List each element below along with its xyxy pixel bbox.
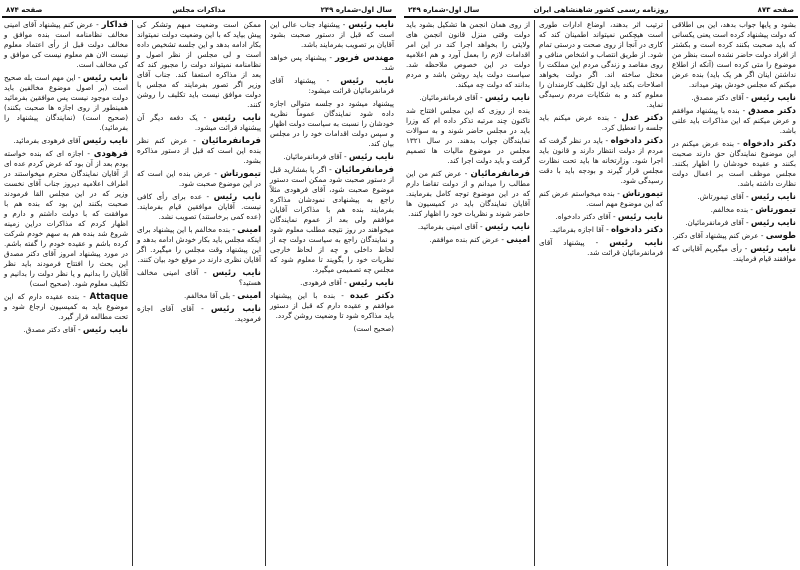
paragraph — [406, 20, 530, 90]
speaker-name: نایب رئیس — [348, 152, 394, 162]
speaker-name: نایب رئیس — [82, 325, 128, 335]
paragraph — [4, 149, 128, 289]
speaker-name: فرمانفرمائیان — [470, 169, 530, 179]
text-column — [265, 20, 398, 566]
page-header — [402, 4, 800, 16]
speaker-name: دکتر عدل — [621, 113, 663, 123]
speaker-name: دکتر مصدق — [748, 106, 796, 116]
text-column — [667, 20, 800, 566]
paragraph — [4, 292, 128, 322]
paragraph — [270, 99, 394, 149]
paragraph — [672, 192, 796, 202]
speaker-name: نایب رئیس — [213, 192, 261, 202]
speaker-name: فرمانفرمائیان — [201, 136, 261, 146]
paragraph-text: - اجازه ای که بنده خواسته بودم بعد از آن بود که عرض کردم عده ای از آقایان نمایندگان محترم میخواستند در اطراف اعلامیه دیروز جناب آقای نخست وزیر که در این مجلس القا فرمودند صحبت بکنند این بود که بنده هم با موافقت که با دولت داشتم و دارم و اظهار کردم که مذاکرات دراین زمینه شروع شد بنده هم به سهم خودم شرکت کرده باشم و عقیده خودم را گفته باشم. در مورد پیشنهاد امروز آقای دکتر مصدق این بحث را افتتاح فرمودند باید نظر آقایان را بدانیم و یا نظر دولت را بدانیم و تکلیف معلوم شود. (صحیح است) — [4, 149, 128, 288]
paragraph — [672, 106, 796, 136]
speaker-name: طوسی — [765, 231, 796, 241]
paragraph — [672, 139, 796, 189]
paragraph-text: - بنده مخالفم با این پیشنهاد برای اینکه مجلس باید بکار خودش ادامه بدهد و این پیشنهاد وقت مجلس را میگیرد. اگر آقایان نظری دارند در موقع خود بیان کنند. — [136, 225, 261, 264]
paragraph — [270, 278, 394, 288]
speaker-name: نایب رئیس — [484, 222, 530, 232]
speaker-name: نایب رئیس — [750, 93, 796, 103]
paragraph — [672, 205, 796, 215]
paragraph — [406, 169, 530, 219]
section-title: مذاکرات مجلس — [172, 6, 226, 14]
speaker-name: نایب رئیس — [212, 268, 261, 278]
paragraph-text: - عرض کنم بنده موافقم. — [429, 235, 507, 244]
paragraph-text: - آقای دکتر مصدق. — [691, 93, 751, 102]
text-column — [0, 20, 132, 566]
paragraph — [270, 20, 394, 50]
paragraph — [672, 20, 796, 90]
paragraph-text: - آقای فرهودی. — [300, 278, 349, 287]
paragraph-text: - عده برای رأی کافی نیست. آقایان موافقین قیام بفرمایند. (عده کمی برخاستند) تصویب نشد. — [137, 192, 261, 221]
page-number: صفحه ۸۷۴ — [6, 6, 43, 14]
speaker-name: نایب رئیس — [348, 278, 394, 288]
paragraph — [4, 325, 128, 335]
paragraph — [539, 238, 663, 258]
page-header — [0, 4, 398, 16]
paragraph-text: - آقای فرمانفرمائیان. — [685, 218, 751, 227]
paragraph — [137, 291, 261, 301]
paragraph-text: - یک دفعه دیگر آن پیشنهاد قرائت میشود. — [137, 113, 261, 132]
paragraph — [137, 20, 261, 110]
paragraph — [270, 76, 394, 96]
columns — [0, 20, 398, 566]
paragraph-text: - عرض کنم پیشنهاد آقای امینی مخالف نظامنامه است بنده موافق و مخالف دولت قبل از رأی اعتماد معلوم نیست الان هم معلوم نیست کی موافق و کی مخالف است. — [4, 20, 128, 69]
speaker-name: دکتر دادخواه — [743, 139, 797, 149]
speaker-name: امینی — [237, 291, 261, 301]
paragraph — [406, 222, 530, 232]
paragraph-text: - عرض کنم من این مطالب را میدانم و از دولت تقاضا دارم که در این موضوع توجه کامل بفرمایند. آقایان نمایندگان باید در کمیسیون ها حاضر شوند و نظریات خود را اظهار کنند. — [406, 169, 530, 218]
paragraph — [539, 189, 663, 209]
speaker-name: دکتر عبده — [349, 291, 394, 301]
paragraph-text: - پیشنهاد جناب عالی این است که قبل از دستور صحبت بشود آقایان بر تصویب بفرمایند باشد. — [270, 20, 394, 49]
speaker-name: نایب رئیس — [617, 212, 663, 222]
paragraph — [4, 136, 128, 146]
speaker-name: نایب رئیس — [750, 244, 796, 254]
paragraph — [270, 291, 394, 321]
paragraph-text: - آقای دکتر مصدق. — [23, 325, 83, 334]
speaker-name: تیمورتاش — [755, 205, 796, 215]
text-column — [534, 20, 667, 566]
paragraph — [4, 73, 128, 133]
paragraph-text: از روی همان انجمن ها تشکیل بشود باید دولت وقتی منزل قانون انجمن های ولایتی را بخواهد اجرا کند در این امر اقدامات لازم را بعمل آورد و هم اعلامیه دولت در این خصوص ملاحظه شد. سیاست دولت باید روشن باشد و مردم بدانند که دولت چه میکند. — [406, 20, 530, 89]
paragraph-text: - آقا اجازه بفرمائید. — [549, 225, 611, 234]
paragraph-text: - آقای امینی مخالف هستید؟ — [137, 268, 261, 287]
speaker-name: امینی — [237, 225, 261, 235]
speaker-name: تیمورتاش — [622, 189, 663, 199]
paragraph-text: - عرض بنده این است که در این موضوع صحبت شود. — [137, 169, 261, 188]
paragraph-text: - اگر پا بفشارید قبل از دستور صحبت شود ممکن است دستور موضوع صحبت شود، آقای فرهودی مثلاً راجع به پیشنهادی نمودشان مذاکره بفرمایند بنده هم با مذاکرات آقایان موافقم ولی بعد از عموم نمایندگان میخواهند در روز نتیجه مطلب معلوم شود و نمایندگان راجع به سیاست دولت چه از لحاظ داخلی و چه از لحاظ خارجی نظریات خود را بگویند تا معلوم شود که مجلس چه تصمیمی میگیرد. — [270, 165, 394, 274]
speaker-name: نایب رئیس — [609, 238, 663, 248]
paragraph-text: - عرض کنم نظر بنده این است که قبل از دستور مذاکره بشود. — [137, 136, 261, 165]
paragraph-text: - آقای دکتر دادخواه. — [555, 212, 618, 221]
paragraph — [539, 225, 663, 235]
paragraph — [406, 106, 530, 166]
speaker-name: نایب رئیس — [750, 218, 796, 228]
paragraph-text: - باید در نظر گرفت که مردم از دولت انتظار دارند و قانون باید اجرا شود. وزارتخانه ها باید تحت نظارت مجلس قرار گیرند و بودجه باید با دقت رسیدگی شود. — [539, 136, 663, 185]
speaker-name: فرهودی — [93, 149, 128, 159]
paragraph — [539, 20, 663, 110]
paragraph-text: - این مهم است بله صحیح است (بر اصول موضوع مخالفین باید دولت موجود نیست پس موافقین بفرمائید همینطور از روی اجازه ها صحبت بکنند) (صحیح است) (نمایندگان پیشنهاد را بفرمائید). — [4, 73, 128, 132]
paragraph-text: - بنده با این پیشنهاد موافقم و عقیده دارم که قبل از دستور باید مذاکره شود تا وضعیت روشن گردد. — [270, 291, 394, 320]
paragraph — [137, 225, 261, 265]
speaker-name: دکتر دادخواه — [610, 225, 663, 235]
paragraph-text: - پیشنهاد پس خواهد شد. — [270, 53, 394, 72]
paragraph-text: - بنده عرض میکنم در این موضوع نمایندگان حق دارند صحبت بکنند و عقیده خودشان را اظهار بکنند. مجلس موظف است بر اعمال دولت نظارت داشته باشد. — [672, 139, 796, 188]
speaker-name: نایب رئیس — [212, 113, 261, 123]
speaker-name: نایب رئیس — [340, 76, 394, 86]
speaker-name: نایب رئیس — [484, 93, 530, 103]
newspaper-title: روزنامه رسمی کشور شاهنشاهی ایران — [533, 6, 669, 14]
paragraph-text: - عرض کنم پیشنهاد آقای دکتر. — [672, 231, 766, 240]
paragraph-text: - آقای فرمانفرمائیان. — [419, 93, 485, 102]
paragraph — [539, 212, 663, 222]
paragraph-text: ممکن است وضعیت مبهم وتشکر کی پیش بیاید که با این وضعیت دولت نمیتواند بکار ادامه بدهد و این جلسه تشخیص داده است و لی مجلس از نظر اصول و نظامنامه نمیتواند دولت را مجبور کند که بعد از مذاکره استعفا کند. جناب آقای وزیر اگر تصور بفرمایند که مجلس با دولت موافق نیست باید تکلیف را روشن کنند. — [137, 20, 261, 109]
paragraph — [672, 93, 796, 103]
paragraph — [137, 169, 261, 189]
paragraph — [270, 165, 394, 275]
paragraph-text: - پیشنهاد آقای فرمانفرمائیان قرائت شد. — [539, 238, 663, 257]
paragraph — [137, 136, 261, 166]
paragraph-text: - بنده عقیده دارم که این موضوع باید به کمیسیون ارجاع شود و تحت مطالعه قرار گیرد. — [4, 292, 128, 321]
issue-number: سال اول-شماره ۲۴۹ — [320, 6, 392, 14]
text-column — [402, 20, 534, 566]
paragraph-text: - آقای امینی بفرمائید. — [417, 222, 485, 231]
text-column — [132, 20, 265, 566]
paragraph-text: - بنده با پیشنهاد موافقم و عرض میکنم که این مذاکرات باید علنی باشد. — [672, 106, 796, 135]
speaker-name: دکتر دادخواه — [610, 136, 663, 146]
header-rule — [404, 16, 798, 18]
speaker-name: فرمانفرمائیان — [334, 165, 394, 175]
paragraph — [406, 235, 530, 245]
paragraph — [137, 192, 261, 222]
speaker-name: نایب رئیس — [750, 192, 796, 202]
paragraph — [539, 136, 663, 186]
paragraph — [672, 231, 796, 241]
paragraph-text: - پیشنهاد آقای فرمانفرمائیان قرائت میشود: — [270, 76, 394, 95]
issue-number: سال اول-شماره ۲۴۹ — [408, 6, 480, 14]
paragraph-text: - آقای تیمورتاش. — [697, 192, 751, 201]
header-rule — [2, 16, 396, 18]
page-right — [402, 0, 800, 570]
paragraph — [672, 218, 796, 228]
speaker-name: نایب رئیس — [82, 136, 128, 146]
paragraph — [539, 113, 663, 133]
paragraph-text: آقای فرهودی بفرمائید. — [13, 136, 83, 145]
paragraph-text: - آقای آقای اجازه فرمودید. — [137, 304, 261, 323]
speaker-name: تیمورتاش — [220, 169, 261, 179]
paragraph-text: بشود و پایها جواب بدهد، این بی اطلاقی که دولت پیشنهاد کرده است یعنی یکسانی که باید صحبت بکنند کرده است و بکشتر از افراد دولت حاضر نشده است بنظر من موضوع را متی کرده است (آنکه از اطلاع نداشتن اینان اگر هر یک باید) بنده عرض میکنم که مجلس خودش بهتر میداند. — [672, 20, 796, 89]
speaker-name: Attaque — [89, 292, 128, 302]
paragraph — [270, 152, 394, 162]
paragraph — [137, 304, 261, 324]
paragraph-text: بنده از روزی که این مجلس افتتاح شد تاکنون چند مرتبه تذکر داده ام که وزرا باید در مجلس حاضر شوند و به سوالات نمایندگان جواب بدهند. در سال ۱۳۲۱ مجلس در موضوع مالیات ها تصمیم گرفت و باید دولت اجرا کند. — [406, 106, 530, 165]
paragraph — [137, 113, 261, 133]
paragraph-text: پیشنهاد میشود دو جلسه متوالی اجازه داده شود نمایندگان عموماً نظریه خودشان را نسبت به سیاست دولت اظهار و سپس دولت اقدامات خود را در مجلس بیان کند. — [270, 99, 394, 148]
paragraph-text: - بنده میخواستم عرض کنم که این موضوع مهم است. — [539, 189, 663, 208]
paragraph — [270, 324, 394, 334]
page-number: صفحه ۸۷۳ — [757, 6, 794, 14]
paragraph-text: - بلی آقا مخالفم. — [183, 291, 238, 300]
speaker-name: نایب رئیس — [210, 304, 261, 314]
speaker-name: امینی — [506, 235, 530, 245]
speaker-name: نایب رئیس — [348, 20, 395, 30]
speaker-name: مهندس فریور — [335, 53, 394, 63]
paragraph-text: - بنده عرض میکنم باید جلسه را تعطیل کرد. — [539, 113, 663, 132]
page-left — [0, 0, 398, 570]
paragraph-text: ترتیب اثر بدهند، اوضاع ادارات طوری است هیچکس نمیتواند اطمینان کند که کاری در آنجا از روی صحت و درستی تمام شود. از طریق انتصاب و اشخاص منافی و روی مقاصد و زندگی مردم این مملکت را مختل ساخته اند. اگر دولت بخواهد اصلاحات بکند باید اول تکلیف کارمندان را معلوم کند و به شکایات مردم رسیدگی نماید. — [539, 20, 663, 109]
paragraph — [406, 93, 530, 103]
columns — [402, 20, 800, 566]
speaker-name: فداکار — [101, 20, 128, 30]
paragraph — [4, 20, 128, 70]
speaker-name: نایب رئیس — [82, 73, 128, 83]
paragraph-text: - آقای فرمانفرمائیان. — [283, 152, 349, 161]
paragraph-text: - رأی میگیریم آقایانی که موافقند قیام فرمایند. — [672, 244, 796, 263]
paragraph — [137, 268, 261, 288]
paragraph — [672, 244, 796, 264]
paragraph-text: (صحیح است) — [353, 324, 394, 333]
paragraph-text: - بنده مخالفم. — [710, 205, 756, 214]
paragraph — [270, 53, 394, 73]
